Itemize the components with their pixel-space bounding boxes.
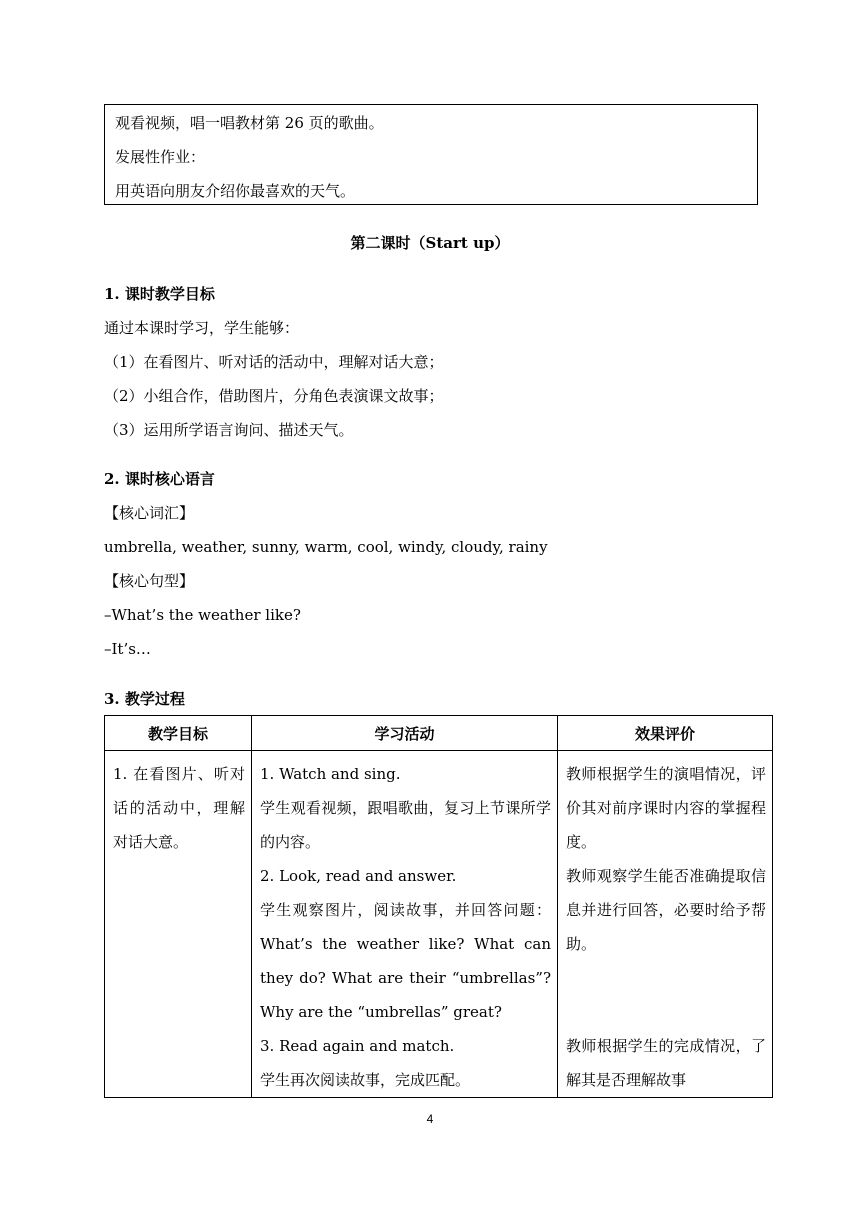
column-header: 效果评价 [558, 716, 773, 751]
activity-desc: 学生观看视频，跟唱歌曲，复习上节课所学的内容。 [260, 799, 551, 851]
activity-title: 1. Watch and sing. [260, 765, 401, 783]
homework-subheading: 发展性作业： [115, 148, 206, 166]
goal-item: （2）小组合作，借助图片，分角色表演课文故事； [104, 387, 444, 405]
sentence-pattern: –It’s… [104, 640, 151, 658]
vocab-list: umbrella, weather, sunny, warm, cool, windy, cloudy, rainy [104, 538, 548, 556]
activity-title: 2. Look, read and answer. [260, 867, 457, 885]
sentence-label: 【核心句型】 [104, 572, 195, 590]
vocab-label: 【核心词汇】 [104, 504, 195, 522]
activity-desc: 学生再次阅读故事，完成匹配。 [260, 1071, 471, 1089]
activity-title: 3. Read again and match. [260, 1037, 455, 1055]
goal-item: （1）在看图片、听对话的活动中，理解对话大意； [104, 353, 444, 371]
goals-intro: 通过本课时学习，学生能够： [104, 319, 300, 337]
evaluation-text: 教师根据学生的完成情况，了解其是否理解故事 [566, 1037, 766, 1089]
activity-cell [252, 751, 558, 1098]
teaching-process-table [104, 715, 773, 1098]
spacer [566, 961, 766, 1029]
section-heading-process: 3. 教学过程 [104, 690, 185, 708]
lesson-title: 第二课时（Start up） [350, 234, 510, 252]
page-number: 4 [426, 1112, 434, 1126]
homework-line: 观看视频，唱一唱教材第 26 页的歌曲。 [115, 114, 384, 132]
section-heading-goals: 1. 课时教学目标 [104, 285, 215, 303]
evaluation-text: 教师观察学生能否准确提取信息并进行回答，必要时给予帮助。 [566, 867, 766, 953]
column-header: 学习活动 [252, 716, 558, 751]
table-header-row [105, 716, 773, 751]
sentence-pattern: –What’s the weather like? [104, 606, 301, 624]
evaluation-cell [558, 751, 773, 1098]
activity-desc: 学生观察图片，阅读故事，并回答问题：What’s the weather like? What can they do? What are their “umbrellas”? Why are the “umbrellas” great? [260, 901, 551, 1021]
section-heading-language: 2. 课时核心语言 [104, 470, 215, 488]
goal-cell [105, 751, 252, 1098]
table-row [105, 751, 773, 1098]
homework-line: 用英语向朋友介绍你最喜欢的天气。 [115, 182, 356, 200]
column-header: 教学目标 [105, 716, 252, 751]
goal-item: （3）运用所学语言询问、描述天气。 [104, 421, 354, 439]
evaluation-text: 教师根据学生的演唱情况，评价其对前序课时内容的掌握程度。 [566, 765, 766, 851]
goal-text: 1. 在看图片、听对话的活动中，理解对话大意。 [113, 765, 245, 851]
homework-box [104, 104, 758, 205]
